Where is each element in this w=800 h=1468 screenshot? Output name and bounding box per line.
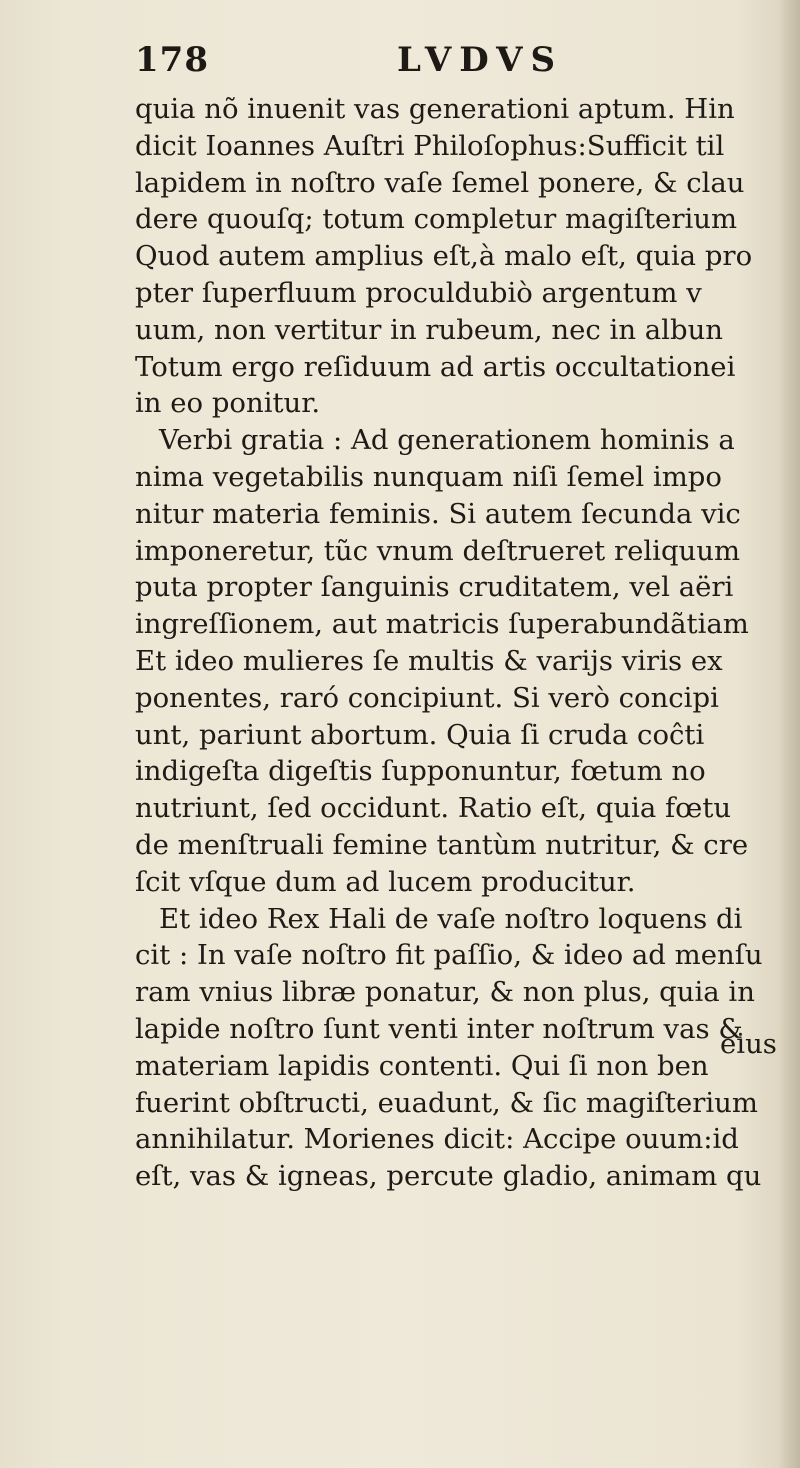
text-line: nima vegetabilis nunquam niſi ſemel impo bbox=[135, 460, 722, 493]
text-line: nutriunt, ſed occidunt. Ratio eſt, quia fœtu bbox=[135, 792, 732, 825]
text-line: lapidem in noſtro vaſe ſemel ponere, & clau bbox=[135, 166, 745, 199]
text-line: lapide noſtro ſunt venti inter noſtrum vas & bbox=[135, 1012, 743, 1045]
text-line: dere quouſq; totum completur magiſterium bbox=[135, 203, 738, 236]
catchword: eius bbox=[720, 1028, 777, 1060]
text-line: ſcit vſque dum ad lucem producitur. bbox=[135, 865, 636, 898]
text-line: annihilatur. Morienes dicit: Accipe ouum:id bbox=[135, 1123, 739, 1156]
text-line: eſt, vas & igneas, percute gladio, animam qu bbox=[135, 1160, 762, 1193]
running-head: LVDVS bbox=[397, 40, 564, 80]
text-line: indigeſta digeſtis ſupponuntur, fœtum no bbox=[135, 755, 706, 788]
text-line: uum, non vertitur in rubeum, nec in albun bbox=[135, 313, 724, 346]
page-number: 178 bbox=[135, 40, 209, 80]
text-line: quia nõ inuenit vas generationi aptum. Hin bbox=[135, 93, 735, 125]
text-line: fuerint obſtructi, euadunt, & ſic magiſterium bbox=[135, 1086, 758, 1119]
text-line: cit : In vaſe noſtro fit paſſio, & ideo ad menſu bbox=[135, 939, 763, 972]
text-line: ingreſſionem, aut matricis ſuperabundãtiam bbox=[135, 608, 749, 641]
text-line: ponentes, raró concipiunt. Si verò concipi bbox=[135, 681, 719, 714]
text-line: ram vnius libræ ponatur, & non plus, quia in bbox=[135, 976, 755, 1009]
text-line: in eo ponitur. bbox=[135, 387, 321, 420]
text-line: Verbi gratia : Ad generationem hominis a bbox=[159, 424, 735, 457]
text-line: Et ideo Rex Hali de vaſe noſtro loquens di bbox=[159, 902, 743, 935]
text-line: Totum ergo reſiduum ad artis occultationei bbox=[135, 350, 736, 383]
text-line: unt, pariunt abortum. Quia ſi cruda coĉti bbox=[135, 718, 705, 751]
text-line: imponeretur, tũc vnum deſtrueret reliquum bbox=[135, 534, 741, 567]
text-line: Et ideo mulieres ſe multis & varijs viris ex bbox=[135, 644, 723, 677]
text-line: dicit Ioannes Auſtri Philoſophus:Sufficit til bbox=[135, 129, 725, 162]
text-line: Quod autem amplius eſt,à malo eſt, quia pro bbox=[135, 240, 753, 273]
text-line: de menſtruali femine tantùm nutritur, & cre bbox=[135, 828, 749, 861]
body-text bbox=[135, 91, 785, 1195]
text-line: puta propter ſanguinis cruditatem, vel aëri bbox=[135, 571, 734, 604]
page-header bbox=[135, 40, 765, 90]
text-line: materiam lapidis contenti. Qui ſi non ben bbox=[135, 1049, 709, 1082]
text-line: pter ſuperfluum proculdubiò argentum v bbox=[135, 276, 702, 309]
text-line: nitur materia feminis. Si autem ſecunda vic bbox=[135, 497, 741, 530]
